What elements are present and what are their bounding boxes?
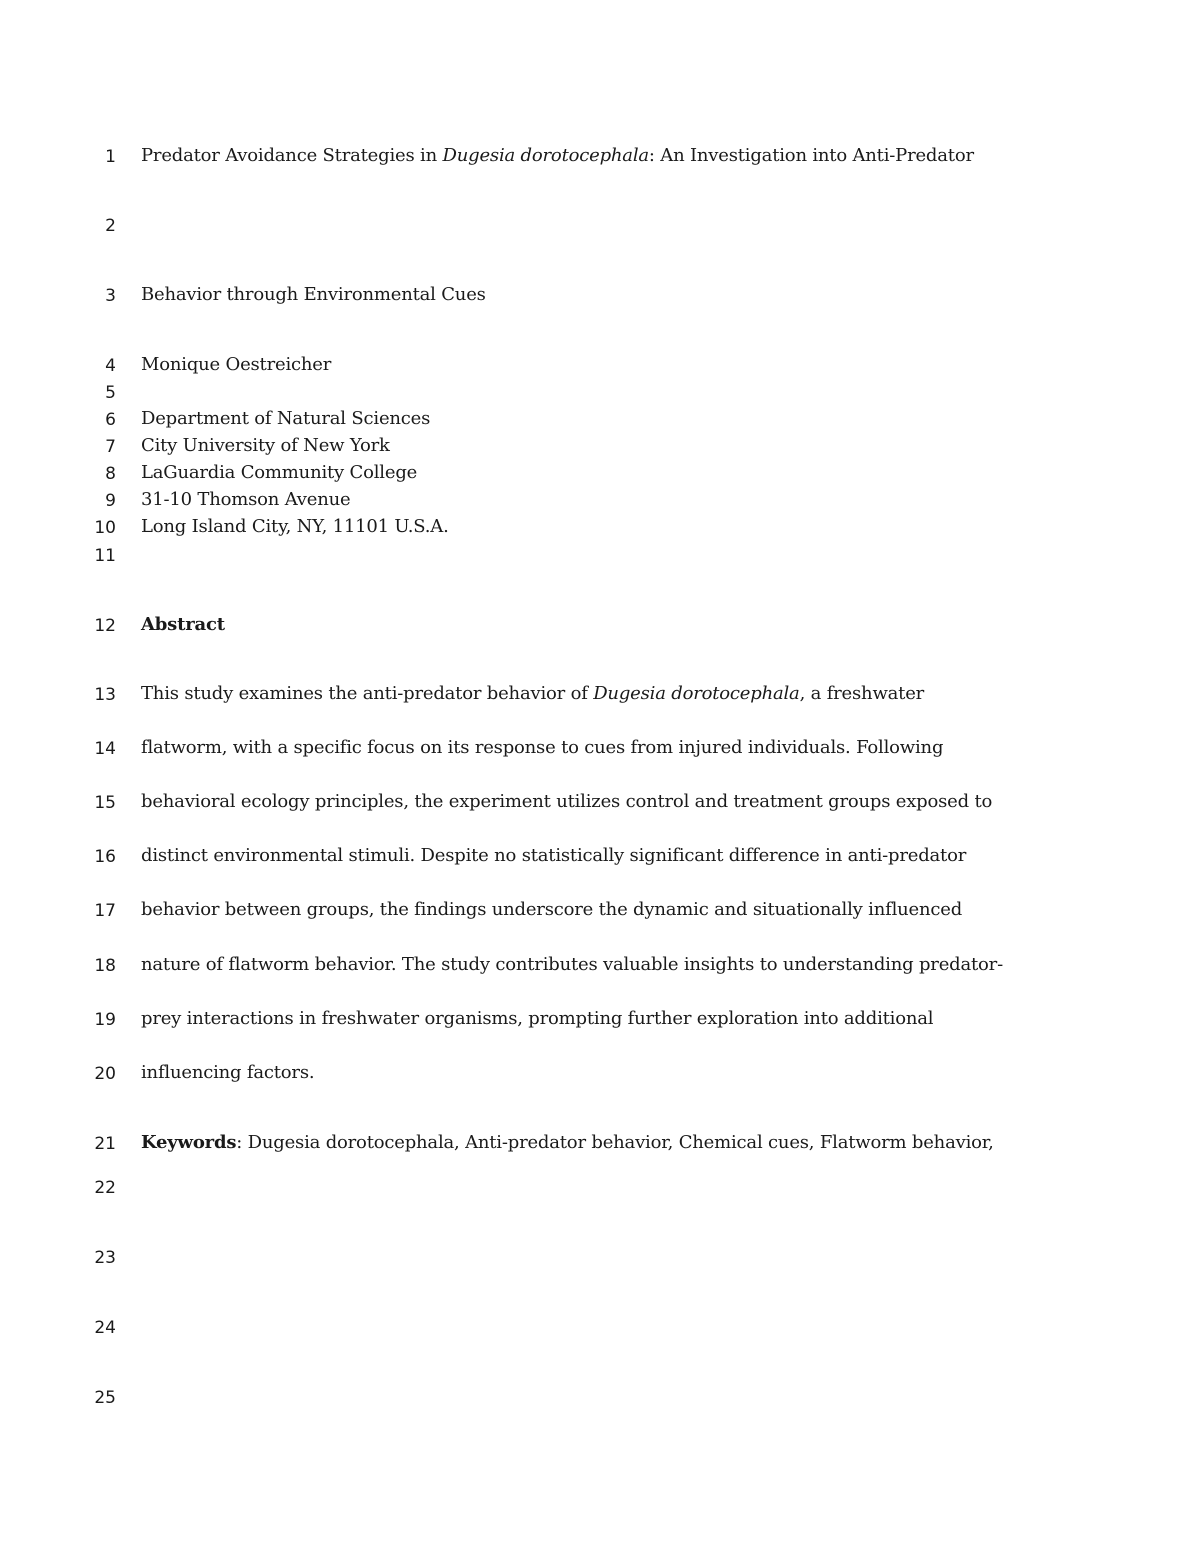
abstract-line: prey interactions in freshwater organisms, prompting further exploration into additional [141,1008,934,1029]
author-name: Monique Oestreicher [141,354,332,375]
keywords-text: : Dugesia dorotocephala, Anti-predator behavior, Chemical cues, Flatworm behavior, [236,1132,994,1153]
line-number: 6 [105,410,116,430]
title-line-2: Behavior through Environmental Cues [141,284,486,305]
line-number: 13 [94,685,116,705]
line-number: 2 [105,216,116,236]
affiliation-line: Department of Natural Sciences [141,408,431,429]
line-number: 3 [105,286,116,306]
line-number: 24 [94,1318,116,1338]
abstract-line1-pre: This study examines the anti-predator behavior of [141,683,594,704]
line-number: 14 [94,739,116,759]
abstract-line1-post: , a freshwater [799,683,925,704]
keywords-line [141,1132,1141,1154]
line-number: 9 [105,491,116,511]
title-line-1 [141,145,1141,167]
abstract-line: distinct environmental stimuli. Despite no statistically significant difference in anti-predator [141,845,967,866]
abstract-line: influencing factors. [141,1062,315,1083]
abstract-line: flatworm, with a specific focus on its response to cues from injured individuals. Following [141,737,944,758]
line-number: 11 [94,546,116,566]
abstract-line: behavioral ecology principles, the experiment utilizes control and treatment groups exposed to [141,791,993,812]
line-number: 23 [94,1248,116,1268]
affiliation-line: Long Island City, NY, 11101 U.S.A. [141,516,449,537]
abstract-line: behavior between groups, the findings underscore the dynamic and situationally influenced [141,899,963,920]
abstract-heading-text: Abstract [141,614,225,635]
abstract-species: Dugesia dorotocephala [593,683,800,704]
line-number: 1 [105,147,116,167]
line-number: 16 [94,847,116,867]
abstract-heading [141,614,1141,636]
line-number: 4 [105,356,116,376]
affiliation-line: 31-10 Thomson Avenue [141,489,351,510]
line-number: 12 [94,616,116,636]
line-number: 21 [94,1134,116,1154]
keywords-label: Keywords [141,1132,237,1153]
title-part1: Predator Avoidance Strategies in [141,145,443,166]
line-number: 18 [94,956,116,976]
affiliation-line: City University of New York [141,435,390,456]
line-number: 15 [94,793,116,813]
abstract-line: nature of flatworm behavior. The study contributes valuable insights to understanding predator- [141,954,1003,975]
title-part2: : An Investigation into Anti-Predator [648,145,974,166]
line-number: 17 [94,901,116,921]
abstract-line [141,683,1141,705]
affiliation-line: LaGuardia Community College [141,462,418,483]
title-species: Dugesia dorotocephala [442,145,649,166]
line-number: 19 [94,1010,116,1030]
line-number: 10 [94,518,116,538]
line-number: 22 [94,1178,116,1198]
line-number: 8 [105,464,116,484]
line-number: 20 [94,1064,116,1084]
line-number: 7 [105,437,116,457]
line-number: 5 [105,383,116,403]
line-number: 25 [94,1388,116,1408]
